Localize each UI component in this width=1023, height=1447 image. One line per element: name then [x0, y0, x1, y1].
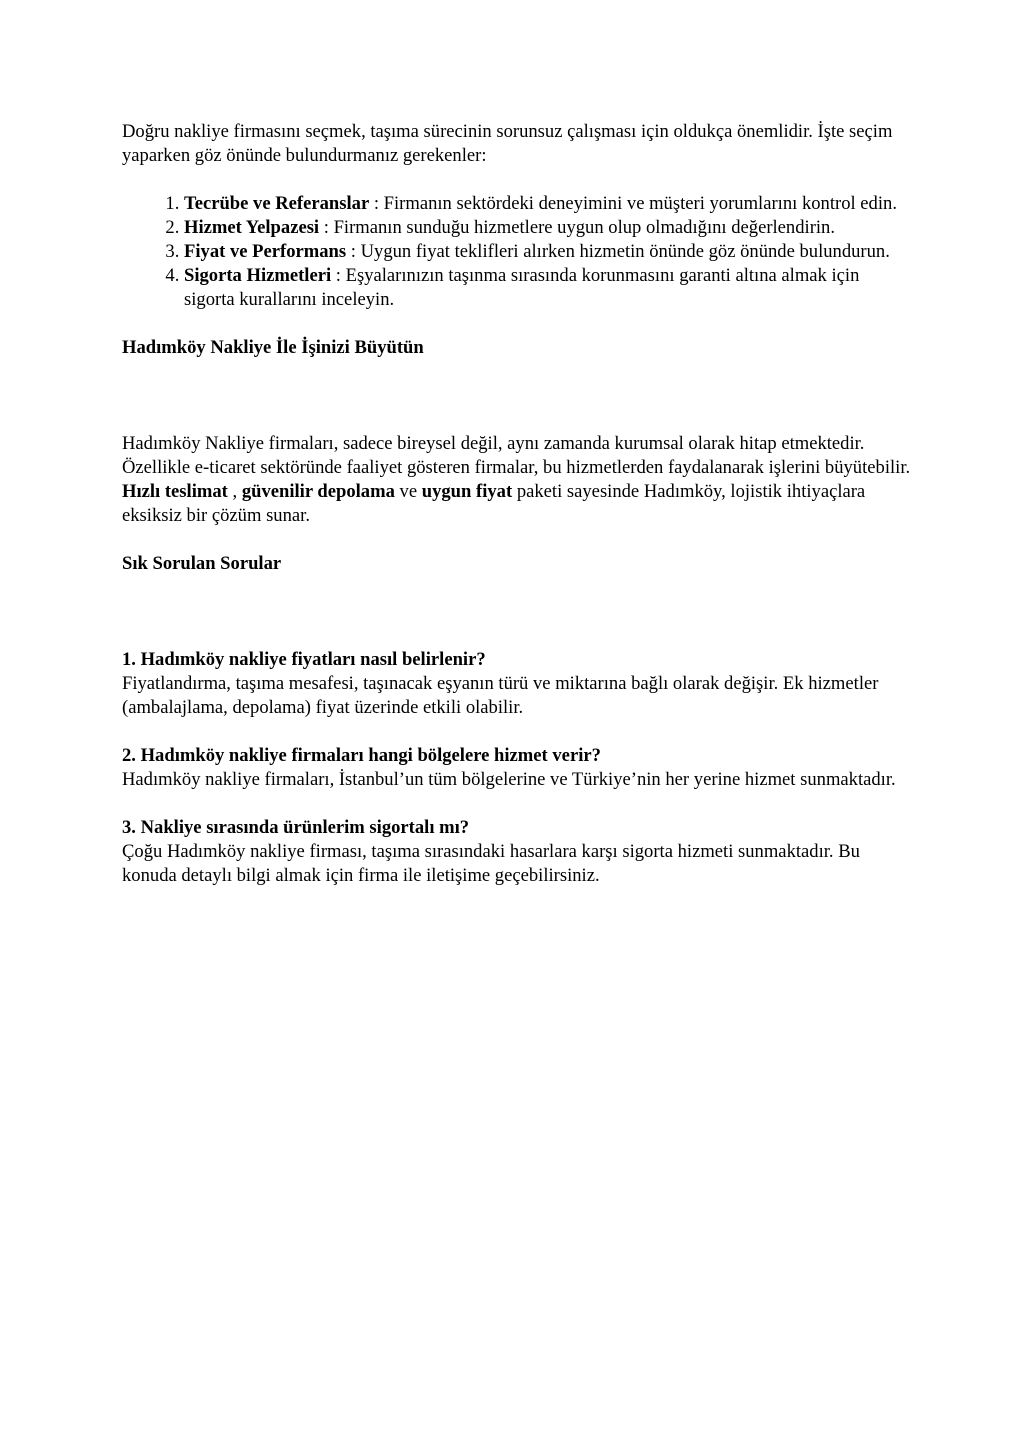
criteria-text: : Eşyalarınızın taşınma sırasında korunmasını garanti altına almak için sigorta kurallarını inceleyin.: [184, 265, 860, 310]
criteria-text: : Firmanın sektördeki deneyimini ve müşteri yorumlarını kontrol edin.: [369, 193, 897, 214]
section-heading-faq: Sık Sorulan Sorular: [122, 553, 282, 574]
faq-answer: Fiyatlandırma, taşıma mesafesi, taşınacak eşyanın türü ve miktarına bağlı olarak değişir. Ek hizmetler (ambalajlama, depolama) fiyat üzerinde etkili olabilir.: [122, 673, 879, 718]
grow-text-4: paketi sayesinde Hadımköy, lojistik ihtiyaçlara eksiksiz bir çözüm sunar.: [122, 481, 866, 526]
faq-question: 2. Hadımköy nakliye firmaları hangi bölgelere hizmet verir?: [122, 745, 601, 766]
criteria-text: : Firmanın sunduğu hizmetlere uygun olup olmadığını değerlendirin.: [319, 217, 835, 238]
grow-text-2: ,: [227, 481, 242, 502]
criteria-list: [122, 192, 912, 312]
grow-bold-2: güvenilir depolama: [241, 481, 395, 502]
list-item: [184, 264, 912, 312]
list-item: [184, 240, 912, 264]
faq-item: [122, 648, 912, 720]
list-item: [184, 216, 912, 240]
list-item: [184, 192, 912, 216]
faq-question: 3. Nakliye sırasında ürünlerim sigortalı mı?: [122, 817, 470, 838]
faq-answer: Hadımköy nakliye firmaları, İstanbul’un tüm bölgelerine ve Türkiye’nin her yerine hizmet sunmaktadır.: [122, 769, 896, 790]
faq-answer: Çoğu Hadımköy nakliye firması, taşıma sırasındaki hasarlara karşı sigorta hizmeti sunmaktadır. Bu konuda detaylı bilgi almak için firma ile iletişime geçebilirsiniz.: [122, 841, 860, 886]
section-heading-grow: Hadımköy Nakliye İle İşinizi Büyütün: [122, 337, 424, 358]
faq-item: [122, 816, 912, 888]
criteria-title: Sigorta Hizmetleri: [184, 265, 332, 286]
document-page: [122, 120, 912, 888]
faq-list: [122, 648, 912, 888]
grow-text-3: ve: [394, 481, 422, 502]
criteria-title: Fiyat ve Performans: [184, 241, 347, 262]
blank-space: [122, 360, 912, 432]
grow-paragraph: [122, 432, 912, 528]
faq-question: 1. Hadımköy nakliye fiyatları nasıl belirlenir?: [122, 649, 486, 670]
grow-bold-3: uygun fiyat: [421, 481, 513, 502]
criteria-title: Hizmet Yelpazesi: [184, 217, 320, 238]
criteria-title: Tecrübe ve Referanslar: [184, 193, 370, 214]
blank-space: [122, 576, 912, 648]
grow-text-1: Hadımköy Nakliye firmaları, sadece bireysel değil, aynı zamanda kurumsal olarak hitap etmektedir. Özellikle e-ticaret sektöründe faaliyet gösteren firmalar, bu hizmetlerden faydalanarak işlerini büyütebilir.: [122, 433, 911, 478]
criteria-text: : Uygun fiyat teklifleri alırken hizmetin önünde göz önünde bulundurun.: [346, 241, 890, 262]
faq-item: [122, 744, 912, 792]
intro-paragraph: Doğru nakliye firmasını seçmek, taşıma sürecinin sorunsuz çalışması için oldukça önemlidir. İşte seçim yaparken göz önünde bulundurmanız gerekenler:: [122, 121, 893, 166]
grow-bold-1: Hızlı teslimat: [122, 481, 228, 502]
